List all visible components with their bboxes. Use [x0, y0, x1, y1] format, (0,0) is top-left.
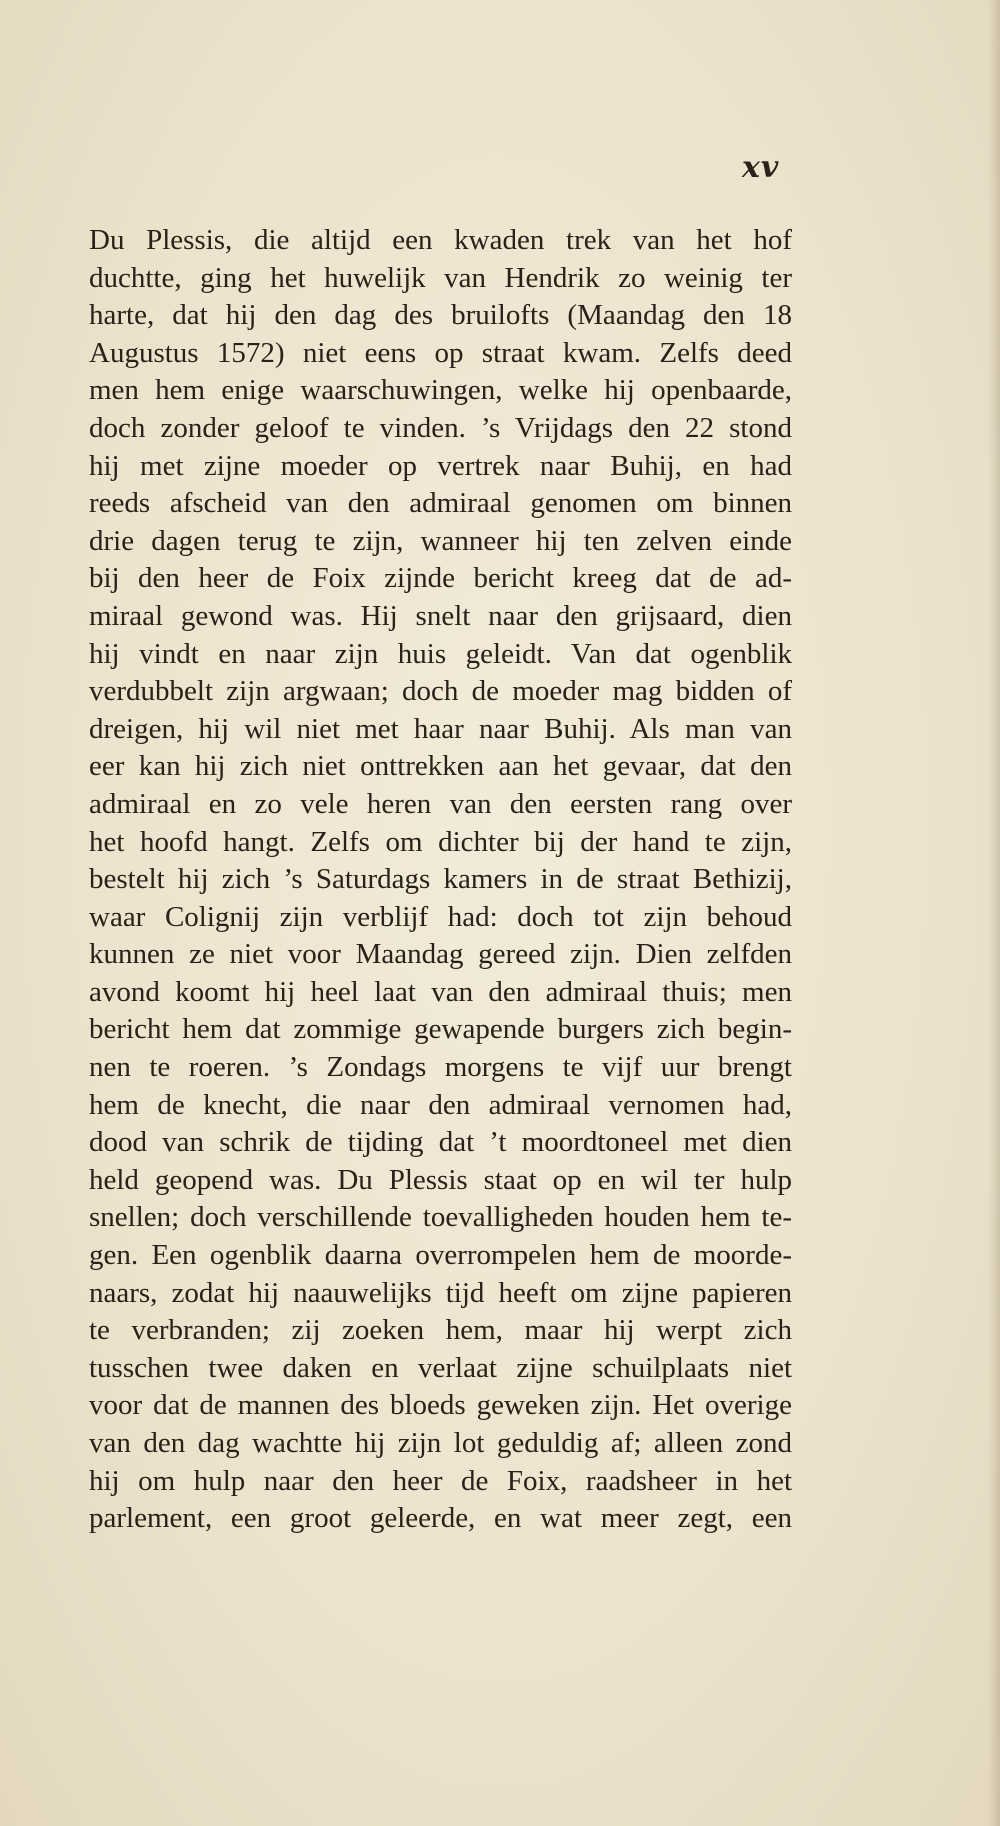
body-text [89, 222, 792, 1538]
text-line: drie dagen terug te zijn, wanneer hij ten zelven einde [89, 524, 792, 557]
text-line: parlement, een groot geleerde, en wat meer zegt, een [89, 1502, 792, 1535]
text-line: hij met zijne moeder op vertrek naar Buhij, en had [89, 449, 792, 482]
text-line: admiraal en zo vele heren van den eersten rang over [89, 787, 792, 820]
text-line: miraal gewond was. Hij snelt naar den grijsaard, dien [89, 599, 792, 632]
text-line: hij vindt en naar zijn huis geleidt. Van dat ogenblik [89, 637, 792, 670]
text-line: te verbranden; zij zoeken hem, maar hij werpt zich [89, 1314, 792, 1347]
text-line: held geopend was. Du Plessis staat op en wil ter hulp [89, 1163, 792, 1196]
text-line: bericht hem dat zommige gewapende burgers zich begin- [89, 1013, 792, 1046]
text-line: snellen; doch verschillende toevalligheden houden hem te- [89, 1201, 792, 1234]
text-line: avond koomt hij heel laat van den admiraal thuis; men [89, 975, 792, 1008]
page-number: xv [742, 150, 780, 185]
text-line: reeds afscheid van den admiraal genomen om binnen [89, 487, 792, 520]
text-line: harte, dat hij den dag des bruilofts (Maandag den 18 [89, 299, 792, 332]
text-line: kunnen ze niet voor Maandag gereed zijn. Dien zelfden [89, 938, 792, 971]
text-line: dood van schrik de tijding dat ’t moordtoneel met dien [89, 1126, 792, 1159]
text-line: gen. Een ogenblik daarna overrompelen hem de moorde- [89, 1239, 792, 1272]
text-line: waar Colignij zijn verblijf had: doch tot zijn behoud [89, 900, 792, 933]
text-line: voor dat de mannen des bloeds geweken zijn. Het overige [89, 1389, 792, 1422]
text-line: nen te roeren. ’s Zondags morgens te vijf uur brengt [89, 1051, 792, 1084]
text-line: bij den heer de Foix zijnde bericht kreeg dat de ad- [89, 562, 792, 595]
page-edge-shadow [988, 0, 1000, 1826]
text-line: verdubbelt zijn argwaan; doch de moeder mag bidden of [89, 675, 792, 708]
text-line: doch zonder geloof te vinden. ’s Vrijdags den 22 stond [89, 411, 792, 444]
text-line: bestelt hij zich ’s Saturdags kamers in de straat Bethizij, [89, 863, 792, 896]
text-line: men hem enige waarschuwingen, welke hij openbaarde, [89, 374, 792, 407]
text-line: het hoofd hangt. Zelfs om dichter bij der hand te zijn, [89, 825, 792, 858]
text-line: eer kan hij zich niet onttrekken aan het gevaar, dat den [89, 750, 792, 783]
text-line: duchtte, ging het huwelijk van Hendrik zo weinig ter [89, 261, 792, 294]
text-line: naars, zodat hij naauwelijks tijd heeft om zijne papieren [89, 1276, 792, 1309]
text-line: Augustus 1572) niet eens op straat kwam. Zelfs deed [89, 336, 792, 369]
text-line: hem de knecht, die naar den admiraal vernomen had, [89, 1088, 792, 1121]
text-line: Du Plessis, die altijd een kwaden trek van het hof [89, 224, 792, 256]
text-line: hij om hulp naar den heer de Foix, raadsheer in het [89, 1464, 792, 1497]
text-line: tusschen twee daken en verlaat zijne schuilplaats niet [89, 1351, 792, 1384]
text-line: van den dag wachtte hij zijn lot geduldig af; alleen zond [89, 1427, 792, 1459]
text-line: dreigen, hij wil niet met haar naar Buhij. Als man van [89, 712, 792, 745]
